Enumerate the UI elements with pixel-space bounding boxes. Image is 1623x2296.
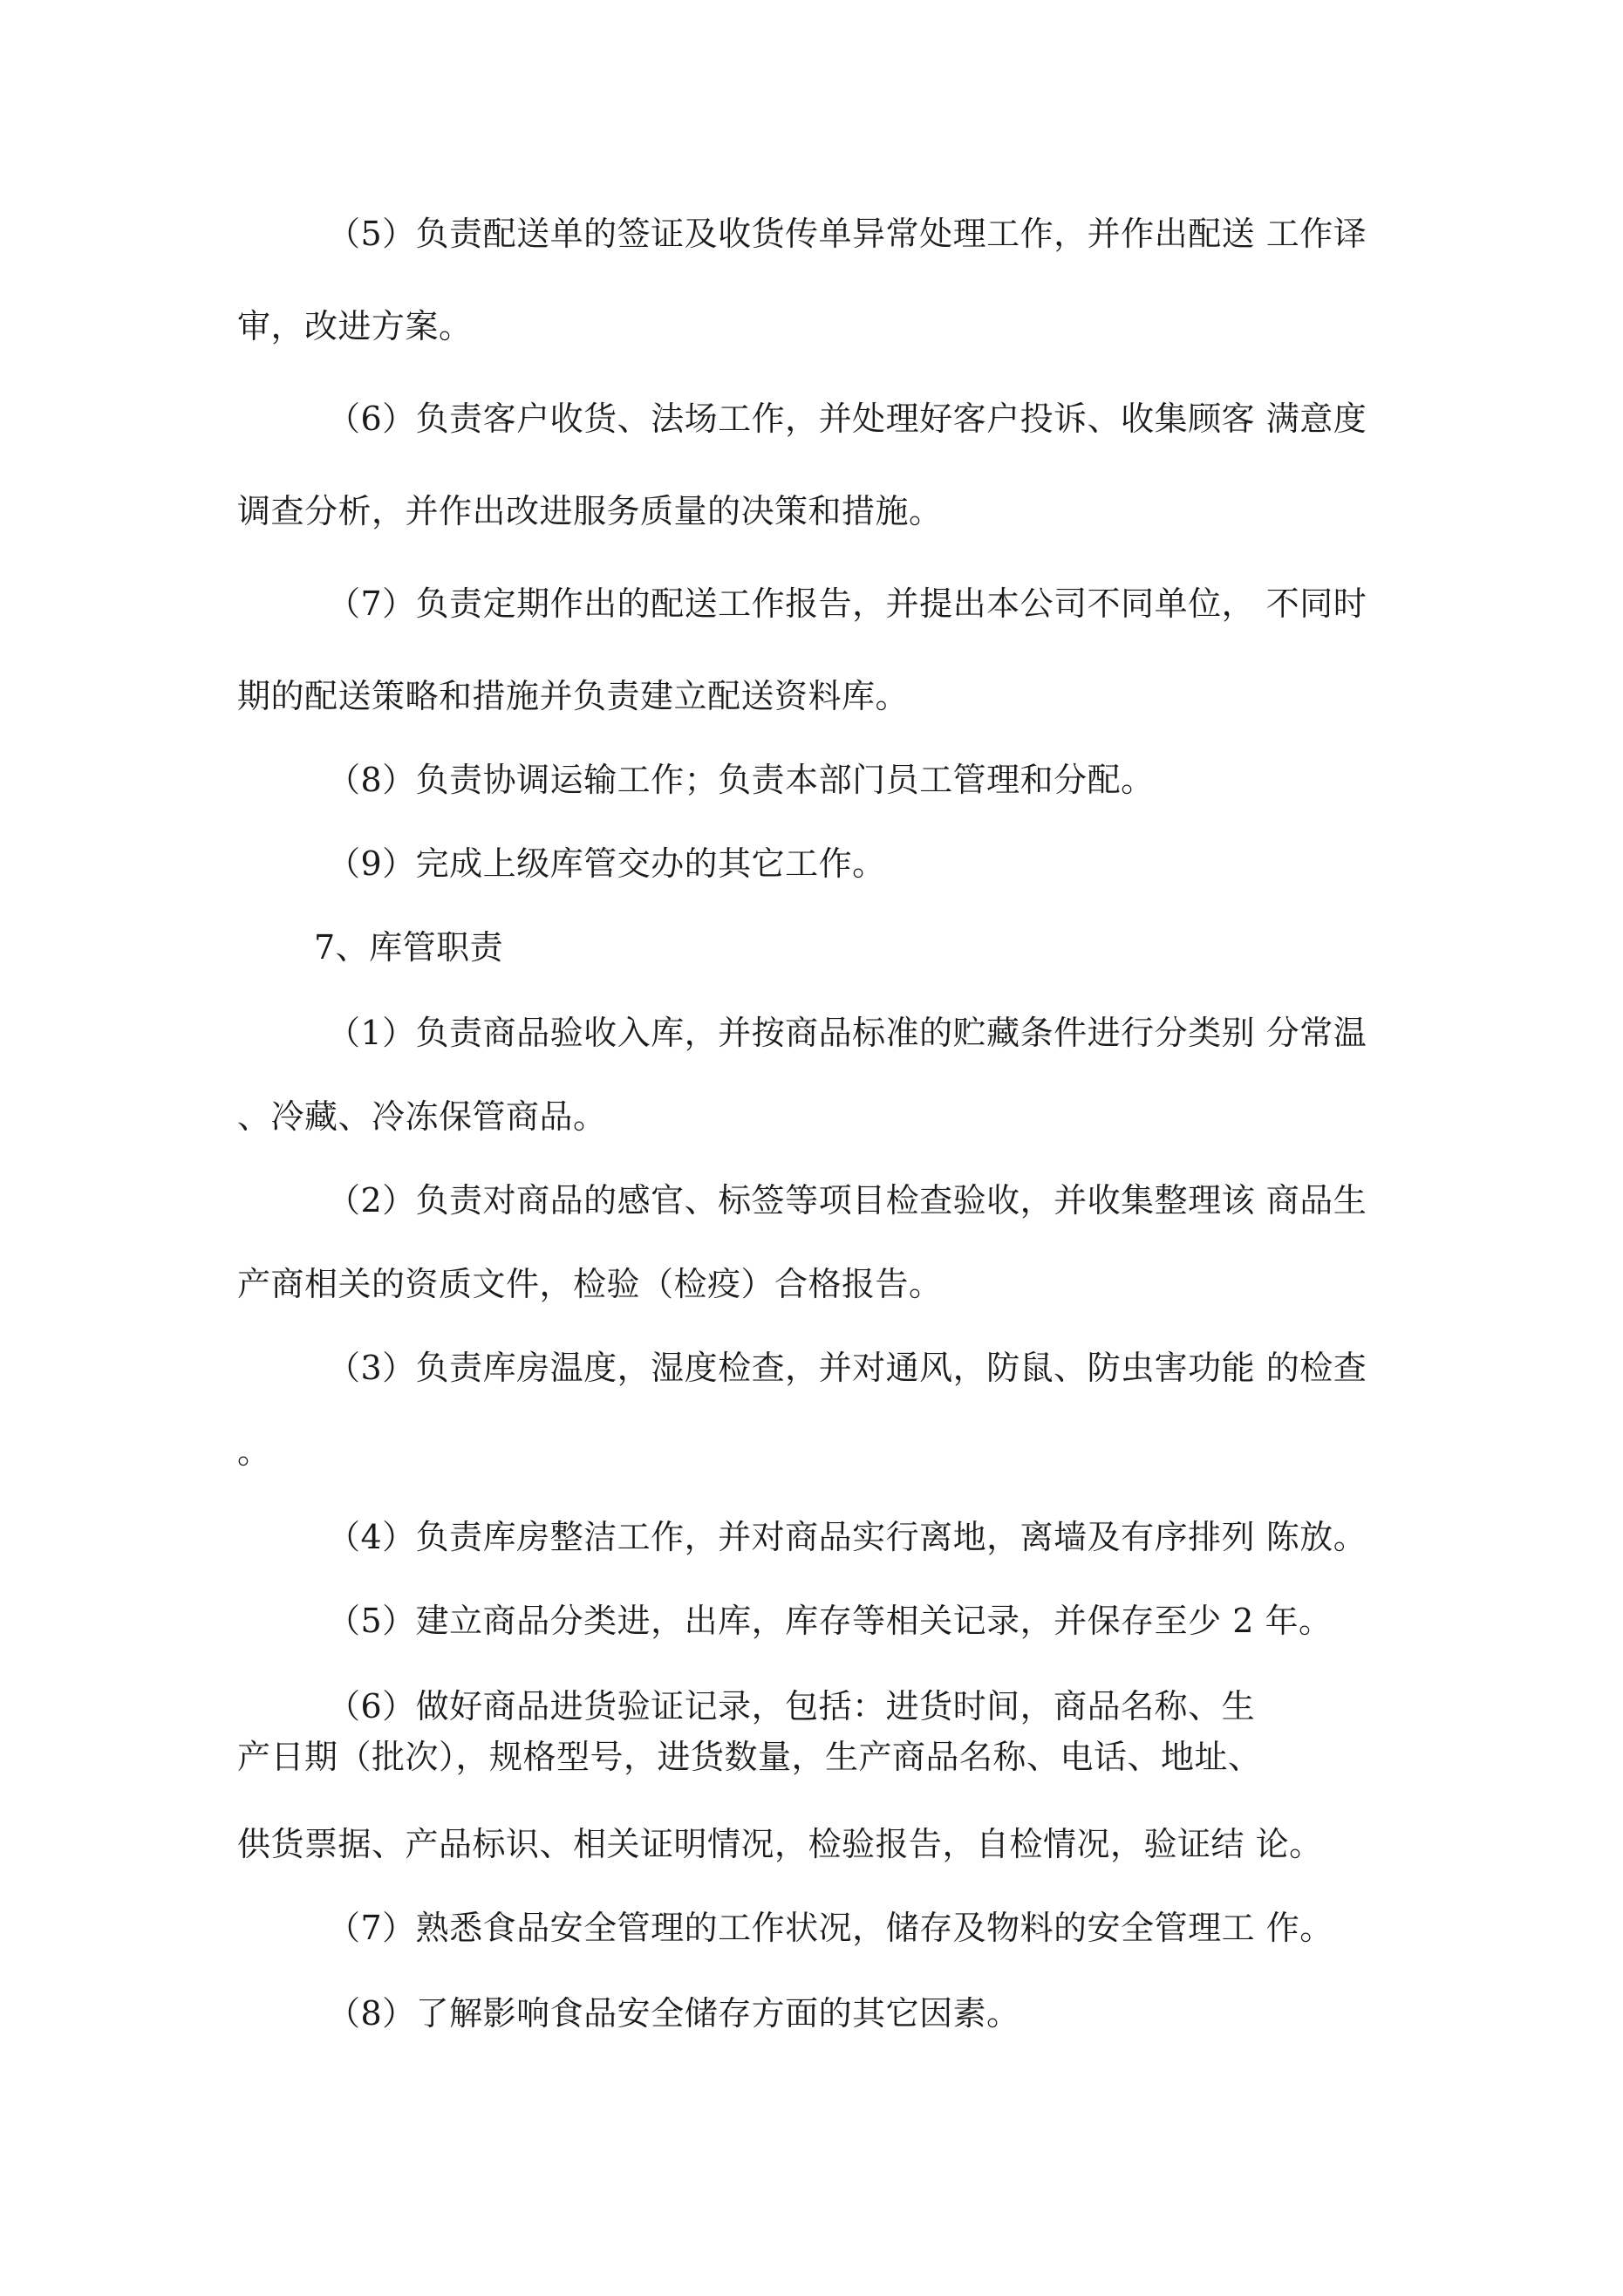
paragraph-6-line-2: 调查分析，并作出改进服务质量的决策和措施。 [237, 492, 943, 530]
duty-6-line-3: 供货票据、产品标识、相关证明情况，检验报告，自检情况，验证结 论。 [237, 1825, 1323, 1863]
duty-3-line-1: （3）负责库房温度，湿度检查，并对通风，防鼠、防虫害功能 的检查 [327, 1349, 1367, 1387]
paragraph-7-line-2: 期的配送策略和措施并负责建立配送资料库。 [237, 677, 910, 715]
duty-4-line-1: （4）负责库房整洁工作，并对商品实行离地，离墙及有序排列 陈放。 [327, 1518, 1367, 1556]
duty-1-line-2: 、冷藏、冷冻保管商品。 [237, 1097, 607, 1136]
duty-6-line-1: （6）做好商品进货验证记录，包括：进货时间，商品名称、生 [327, 1687, 1256, 1725]
duty-2-line-1: （2）负责对商品的感官、标签等项目检查验收，并收集整理该 商品生 [327, 1181, 1367, 1220]
paragraph-6-line-1: （6）负责客户收货、法场工作，并处理好客户投诉、收集顾客 满意度 [327, 400, 1367, 438]
duty-7-line-1: （7）熟悉食品安全管理的工作状况，储存及物料的安全管理工 作。 [327, 1909, 1333, 1947]
paragraph-7-line-1: （7）负责定期作出的配送工作报告，并提出本公司不同单位， 不同时 [327, 584, 1367, 623]
duty-6-line-2: 产日期（批次），规格型号，进货数量，生产商品名称、电话、地址、 [237, 1738, 1262, 1776]
paragraph-8-line-1: （8）负责协调运输工作；负责本部门员工管理和分配。 [327, 761, 1155, 799]
duty-8-line-1: （8）了解影响食品安全储存方面的其它因素。 [327, 1994, 1020, 2033]
duty-2-line-2: 产商相关的资质文件，检验（检疫）合格报告。 [237, 1265, 943, 1303]
duty-3-line-2: 。 [237, 1432, 271, 1471]
duty-5-line-1: （5）建立商品分类进，出库，库存等相关记录，并保存至少 2 年。 [327, 1602, 1333, 1640]
duty-1-line-1: （1）负责商品验收入库，并按商品标准的贮藏条件进行分类别 分常温 [327, 1014, 1367, 1052]
paragraph-5-line-2: 审，改进方案。 [237, 307, 473, 345]
section-heading-warehouse-duties: 7、库管职责 [314, 928, 504, 967]
paragraph-9-line-1: （9）完成上级库管交办的其它工作。 [327, 844, 886, 883]
paragraph-5-line-1: （5）负责配送单的签证及收货传单异常处理工作，并作出配送 工作译 [327, 215, 1367, 253]
